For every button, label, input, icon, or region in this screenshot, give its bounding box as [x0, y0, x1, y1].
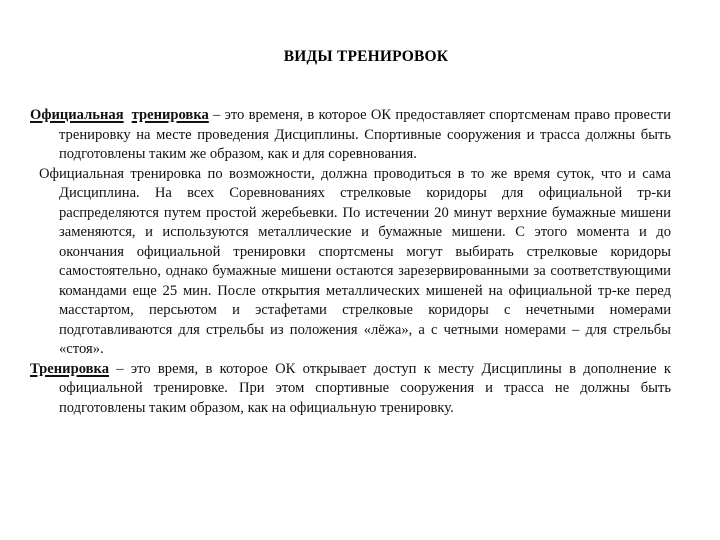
paragraph-training [30, 360, 671, 419]
paragraph-text: Официальная тренировка по возможности, должна проводиться в то же время суток, что и сама Дисциплина. На всех Соревнованиях стрелковые коридоры для официальной тр-ки распределяются путем простой жеребьевки. По истечении 20 минут верхние бумажные мишени заменяются, и используются металлические и бумажные мишени. С этого момента и до окончания официальной тренировки спортсмены могут выбирать стрелковые коридоры самостоятельно, однако бумажные мишени остаются зарезервированными за соответствующими командами еще 25 мин. После открытия металлических мишеней на официальной тр-ке перед масстартом, персьютом и эстафетами стрелковые коридоры с нечетными номерами подготавливаются для стрельбы из положения «лёжа», а с четными номерами – для стрельбы «стоя». [39, 165, 671, 357]
paragraph-text: – это временя, в которое ОК предоставляет спортсменам право провести тренировку на месте проведения Дисциплины. Спортивные сооружения и трасса должны быть подготовлены таким же образом, как и для соревнования. [59, 107, 671, 162]
term-official: Официальная [30, 107, 124, 123]
paragraph-official-training [30, 106, 671, 165]
slide-title: ВИДЫ ТРЕНИРОВОК [283, 48, 449, 65]
term-training-plain: Тренировка [30, 360, 110, 377]
paragraph-official-training-details [30, 165, 671, 360]
paragraph-text: – это время, в которое ОК открывает доступ к месту Дисциплины в дополнение к официальной тренировке. При этом спортивные сооружения и трасса не должны быть подготовлены таким образом, как на официальную тренировку. [59, 360, 671, 416]
term-training: тренировка [131, 107, 209, 123]
slide-body [30, 106, 671, 418]
